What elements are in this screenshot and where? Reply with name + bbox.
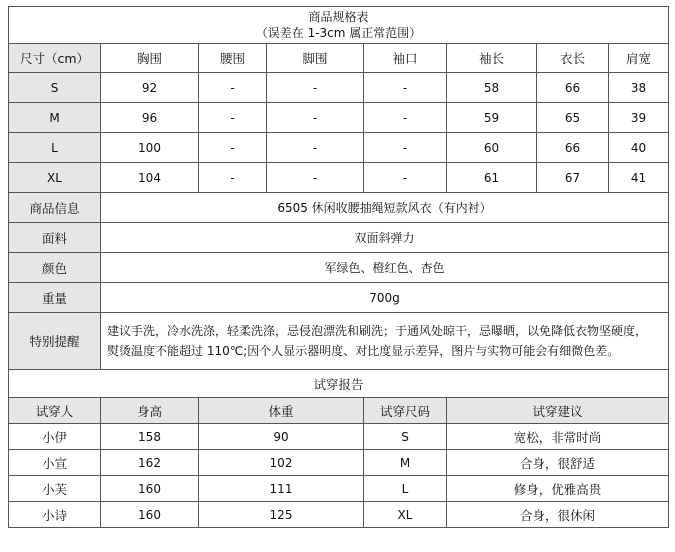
size-row bbox=[9, 103, 669, 133]
size-cell: 60 bbox=[447, 133, 537, 163]
size-cell: - bbox=[364, 73, 447, 103]
size-cell: 66 bbox=[537, 73, 609, 103]
try-on-header-cell: 试穿建议 bbox=[447, 398, 669, 424]
size-header-cell: 肩宽 bbox=[609, 44, 669, 73]
size-cell: 58 bbox=[447, 73, 537, 103]
size-cell: 65 bbox=[537, 103, 609, 133]
try-on-header-row bbox=[9, 398, 669, 424]
try-on-header-cell: 试穿尺码 bbox=[364, 398, 447, 424]
try-on-cell: 125 bbox=[199, 502, 364, 528]
reminder-line: 熨烫温度不能超过 110℃;因个人显示器明度、对比度显示差异，图片与实物可能会有细微色差。 bbox=[107, 344, 620, 358]
try-on-header-cell: 身高 bbox=[101, 398, 199, 424]
size-cell: 67 bbox=[537, 163, 609, 193]
size-cell: 61 bbox=[447, 163, 537, 193]
reminder-row bbox=[9, 313, 669, 370]
spec-title: 商品规格表 bbox=[308, 10, 369, 24]
size-cell: - bbox=[199, 103, 267, 133]
size-cell: 66 bbox=[537, 133, 609, 163]
table-title bbox=[9, 7, 669, 44]
size-header-cell: 胸围 bbox=[101, 44, 199, 73]
fabric-label: 面料 bbox=[9, 223, 101, 253]
size-header-cell: 尺寸（cm） bbox=[9, 44, 101, 73]
color-label: 颜色 bbox=[9, 253, 101, 283]
size-cell: 39 bbox=[609, 103, 669, 133]
size-header-cell: 衣长 bbox=[537, 44, 609, 73]
fabric-value: 双面斜弹力 bbox=[101, 223, 669, 253]
size-cell: 40 bbox=[609, 133, 669, 163]
reminder-text bbox=[101, 313, 669, 370]
weight-label: 重量 bbox=[9, 283, 101, 313]
try-on-cell: 宽松，非常时尚 bbox=[447, 424, 669, 450]
try-on-cell: 合身，很舒适 bbox=[447, 450, 669, 476]
try-on-row bbox=[9, 476, 669, 502]
size-cell: - bbox=[267, 133, 364, 163]
color-row bbox=[9, 253, 669, 283]
product-info-row bbox=[9, 193, 669, 223]
size-cell: 41 bbox=[609, 163, 669, 193]
size-row bbox=[9, 163, 669, 193]
try-on-cell: 小伊 bbox=[9, 424, 101, 450]
size-cell: 96 bbox=[101, 103, 199, 133]
try-on-cell: 90 bbox=[199, 424, 364, 450]
size-cell: L bbox=[9, 133, 101, 163]
size-header-row bbox=[9, 44, 669, 73]
try-on-cell: 111 bbox=[199, 476, 364, 502]
try-on-title: 试穿报告 bbox=[9, 370, 669, 398]
product-info-label: 商品信息 bbox=[9, 193, 101, 223]
try-on-cell: 小诗 bbox=[9, 502, 101, 528]
size-cell: 38 bbox=[609, 73, 669, 103]
try-on-cell: S bbox=[364, 424, 447, 450]
size-cell: - bbox=[199, 73, 267, 103]
try-on-cell: 小芙 bbox=[9, 476, 101, 502]
size-header-cell: 袖长 bbox=[447, 44, 537, 73]
size-cell: 100 bbox=[101, 133, 199, 163]
size-cell: - bbox=[364, 163, 447, 193]
size-cell: S bbox=[9, 73, 101, 103]
size-cell: 104 bbox=[101, 163, 199, 193]
try-on-cell: 158 bbox=[101, 424, 199, 450]
size-cell: - bbox=[267, 163, 364, 193]
reminder-line: 建议手洗，冷水洗涤，轻柔洗涤，忌侵泡漂洗和刷洗；于通风处晾干，忌曝晒，以免降低衣物坚硬度， bbox=[107, 324, 648, 338]
size-cell: 92 bbox=[101, 73, 199, 103]
size-cell: - bbox=[199, 133, 267, 163]
size-cell: - bbox=[267, 103, 364, 133]
size-cell: 59 bbox=[447, 103, 537, 133]
try-on-cell: M bbox=[364, 450, 447, 476]
weight-row bbox=[9, 283, 669, 313]
try-on-cell: L bbox=[364, 476, 447, 502]
try-on-cell: 160 bbox=[101, 502, 199, 528]
try-on-cell: 小宣 bbox=[9, 450, 101, 476]
size-cell: - bbox=[199, 163, 267, 193]
size-header-cell: 袖口 bbox=[364, 44, 447, 73]
size-cell: XL bbox=[9, 163, 101, 193]
fabric-row bbox=[9, 223, 669, 253]
weight-value: 700g bbox=[101, 283, 669, 313]
try-on-cell: 合身，很休闲 bbox=[447, 502, 669, 528]
try-on-cell: 修身，优雅高贵 bbox=[447, 476, 669, 502]
try-on-row bbox=[9, 424, 669, 450]
try-on-cell: 162 bbox=[101, 450, 199, 476]
try-on-header-cell: 体重 bbox=[199, 398, 364, 424]
size-row bbox=[9, 73, 669, 103]
size-row bbox=[9, 133, 669, 163]
try-on-row bbox=[9, 502, 669, 528]
size-header-cell: 腰围 bbox=[199, 44, 267, 73]
product-info-value: 6505 休闲收腰抽绳短款风衣（有内衬） bbox=[101, 193, 669, 223]
try-on-cell: 160 bbox=[101, 476, 199, 502]
try-on-title-row bbox=[9, 370, 669, 398]
spec-table bbox=[8, 6, 669, 528]
size-cell: - bbox=[364, 103, 447, 133]
try-on-row bbox=[9, 450, 669, 476]
color-value: 军绿色、橙红色、杏色 bbox=[101, 253, 669, 283]
size-cell: - bbox=[364, 133, 447, 163]
try-on-header-cell: 试穿人 bbox=[9, 398, 101, 424]
try-on-cell: XL bbox=[364, 502, 447, 528]
size-header-cell: 脚围 bbox=[267, 44, 364, 73]
size-cell: - bbox=[267, 73, 364, 103]
try-on-cell: 102 bbox=[199, 450, 364, 476]
reminder-label: 特别提醒 bbox=[9, 313, 101, 370]
size-cell: M bbox=[9, 103, 101, 133]
spec-subtitle: （误差在 1-3cm 属正常范围） bbox=[255, 26, 422, 40]
